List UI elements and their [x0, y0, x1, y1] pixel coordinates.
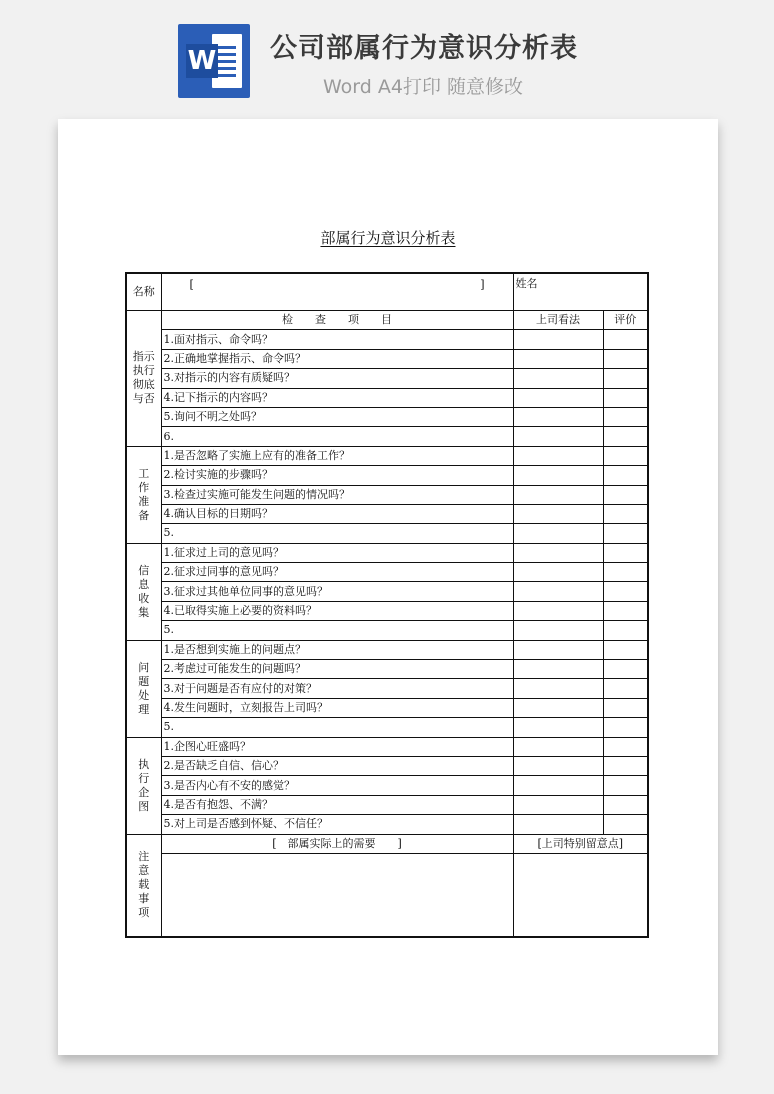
checklist-row — [126, 504, 648, 523]
checklist-item: 4.确认目标的日期吗？ — [161, 504, 513, 523]
rating-cell[interactable] — [603, 776, 648, 795]
checklist-item: 3.对于问题是否有应付的对策？ — [161, 679, 513, 698]
name-row — [126, 273, 648, 311]
checklist-item: 5.询问不明之处吗？ — [161, 407, 513, 426]
boss-view-cell[interactable] — [513, 582, 603, 601]
rating-cell[interactable] — [603, 446, 648, 465]
boss-view-cell[interactable] — [513, 563, 603, 582]
checklist-row — [126, 679, 648, 698]
checklist-row — [126, 330, 648, 349]
subordinate-needs-field[interactable] — [161, 853, 513, 937]
rating-cell[interactable] — [603, 601, 648, 620]
checklist-item: 5. — [161, 524, 513, 543]
rating-cell[interactable] — [603, 718, 648, 737]
name-field[interactable] — [161, 273, 513, 311]
person-name-field[interactable] — [513, 273, 648, 311]
checklist-item: 2.正确地掌握指示、命令吗？ — [161, 349, 513, 368]
checklist-row — [126, 369, 648, 388]
checklist-item: 1.面对指示、命令吗？ — [161, 330, 513, 349]
boss-view-cell[interactable] — [513, 369, 603, 388]
boss-view-cell[interactable] — [513, 640, 603, 659]
boss-view-cell[interactable] — [513, 388, 603, 407]
boss-view-cell[interactable] — [513, 795, 603, 814]
checklist-row — [126, 388, 648, 407]
category-notes: 注 意 载 事 项 — [126, 834, 161, 937]
document-title: 部属行为意识分析表 — [320, 229, 456, 247]
notes-body-row — [126, 853, 648, 937]
category-instruction-execution: 指示 执行 彻底 与否 — [126, 311, 161, 447]
header-row — [126, 311, 648, 330]
header-items: 检 查 项 目 — [161, 311, 513, 330]
category-info-gathering: 信 息 收 集 — [126, 543, 161, 640]
category-execution-intent: 执 行 企 图 — [126, 737, 161, 834]
boss-view-cell[interactable] — [513, 407, 603, 426]
banner-title: 公司部属行为意识分析表 — [270, 33, 578, 64]
word-letter: W — [187, 46, 217, 76]
checklist-item: 2.是否缺乏自信、信心？ — [161, 756, 513, 775]
checklist-item: 4.已取得实施上必要的资料吗？ — [161, 601, 513, 620]
boss-view-cell[interactable] — [513, 330, 603, 349]
analysis-form-table — [125, 272, 649, 938]
checklist-row — [126, 446, 648, 465]
checklist-row — [126, 737, 648, 756]
boss-view-cell[interactable] — [513, 543, 603, 562]
checklist-item: 5. — [161, 718, 513, 737]
boss-view-cell[interactable] — [513, 756, 603, 775]
notes-header-row — [126, 834, 648, 853]
rating-cell[interactable] — [603, 407, 648, 426]
checklist-item: 2.考虑过可能发生的问题吗？ — [161, 660, 513, 679]
boss-view-cell[interactable] — [513, 427, 603, 446]
rating-cell[interactable] — [603, 795, 648, 814]
person-name-label: 姓名 — [515, 277, 538, 290]
boss-view-cell[interactable] — [513, 524, 603, 543]
rating-cell[interactable] — [603, 427, 648, 446]
checklist-row — [126, 698, 648, 717]
checklist-row — [126, 563, 648, 582]
rating-cell[interactable] — [603, 640, 648, 659]
checklist-item: 3.是否内心有不安的感觉？ — [161, 776, 513, 795]
rating-cell[interactable] — [603, 524, 648, 543]
checklist-item: 4.是否有抱怨、不满？ — [161, 795, 513, 814]
checklist-row — [126, 524, 648, 543]
checklist-row — [126, 485, 648, 504]
boss-notes-label: [上司特别留意点] — [513, 834, 648, 853]
checklist-row — [126, 718, 648, 737]
banner-subtitle: Word A4打印 随意修改 — [323, 76, 524, 98]
checklist-item: 6. — [161, 427, 513, 446]
checklist-item: 1.企图心旺盛吗？ — [161, 737, 513, 756]
boss-view-cell[interactable] — [513, 698, 603, 717]
header-banner — [0, 0, 774, 110]
rating-cell[interactable] — [603, 756, 648, 775]
boss-notes-field[interactable] — [513, 853, 648, 937]
boss-view-cell[interactable] — [513, 660, 603, 679]
checklist-row — [126, 349, 648, 368]
checklist-item: 3.对指示的内容有质疑吗？ — [161, 369, 513, 388]
boss-view-cell[interactable] — [513, 446, 603, 465]
checklist-row — [126, 407, 648, 426]
checklist-row — [126, 543, 648, 562]
rating-cell[interactable] — [603, 504, 648, 523]
boss-view-cell[interactable] — [513, 815, 603, 834]
checklist-row — [126, 795, 648, 814]
boss-view-cell[interactable] — [513, 601, 603, 620]
document-page — [58, 119, 718, 1055]
rating-cell[interactable] — [603, 698, 648, 717]
checklist-item: 3.征求过其他单位同事的意见吗？ — [161, 582, 513, 601]
rating-cell[interactable] — [603, 582, 648, 601]
checklist-item: 5.对上司是否感到怀疑、不信任？ — [161, 815, 513, 834]
category-problem-handling: 问 题 处 理 — [126, 640, 161, 737]
checklist-item: 1.是否忽略了实施上应有的准备工作？ — [161, 446, 513, 465]
checklist-item: 1.是否想到实施上的问题点？ — [161, 640, 513, 659]
category-work-preparation: 工 作 准 备 — [126, 446, 161, 543]
subordinate-needs-label: [ 部属实际上的需要 ] — [161, 834, 513, 853]
checklist-row — [126, 660, 648, 679]
checklist-item: 4.发生问题时，立刻报告上司吗？ — [161, 698, 513, 717]
boss-view-cell[interactable] — [513, 621, 603, 640]
checklist-row — [126, 582, 648, 601]
rating-cell[interactable] — [603, 815, 648, 834]
boss-view-cell[interactable] — [513, 504, 603, 523]
boss-view-cell[interactable] — [513, 718, 603, 737]
checklist-row — [126, 815, 648, 834]
boss-view-cell[interactable] — [513, 776, 603, 795]
rating-cell[interactable] — [603, 621, 648, 640]
rating-cell[interactable] — [603, 330, 648, 349]
rating-cell[interactable] — [603, 563, 648, 582]
rating-cell[interactable] — [603, 679, 648, 698]
rating-cell[interactable] — [603, 349, 648, 368]
checklist-item: 1.征求过上司的意见吗？ — [161, 543, 513, 562]
word-document-icon — [178, 24, 250, 98]
boss-view-cell[interactable] — [513, 679, 603, 698]
bracket-close: ] — [480, 278, 485, 291]
checklist-item: 4.记下指示的内容吗？ — [161, 388, 513, 407]
checklist-item: 5. — [161, 621, 513, 640]
boss-view-cell[interactable] — [513, 349, 603, 368]
rating-cell[interactable] — [603, 369, 648, 388]
checklist-row — [126, 756, 648, 775]
checklist-row — [126, 427, 648, 446]
bracket-open: [ — [189, 278, 194, 291]
boss-view-cell[interactable] — [513, 737, 603, 756]
header-boss-view: 上司看法 — [513, 311, 603, 330]
rating-cell[interactable] — [603, 543, 648, 562]
boss-view-cell[interactable] — [513, 466, 603, 485]
checklist-row — [126, 466, 648, 485]
rating-cell[interactable] — [603, 485, 648, 504]
checklist-item: 3.检查过实施可能发生问题的情况吗？ — [161, 485, 513, 504]
rating-cell[interactable] — [603, 466, 648, 485]
checklist-item: 2.检讨实施的步骤吗？ — [161, 466, 513, 485]
checklist-row — [126, 601, 648, 620]
checklist-item: 2.征求过同事的意见吗？ — [161, 563, 513, 582]
checklist-row — [126, 776, 648, 795]
name-label: 名称 — [126, 273, 161, 311]
boss-view-cell[interactable] — [513, 485, 603, 504]
checklist-row — [126, 621, 648, 640]
rating-cell[interactable] — [603, 737, 648, 756]
rating-cell[interactable] — [603, 388, 648, 407]
rating-cell[interactable] — [603, 660, 648, 679]
header-rating: 评价 — [603, 311, 648, 330]
checklist-row — [126, 640, 648, 659]
